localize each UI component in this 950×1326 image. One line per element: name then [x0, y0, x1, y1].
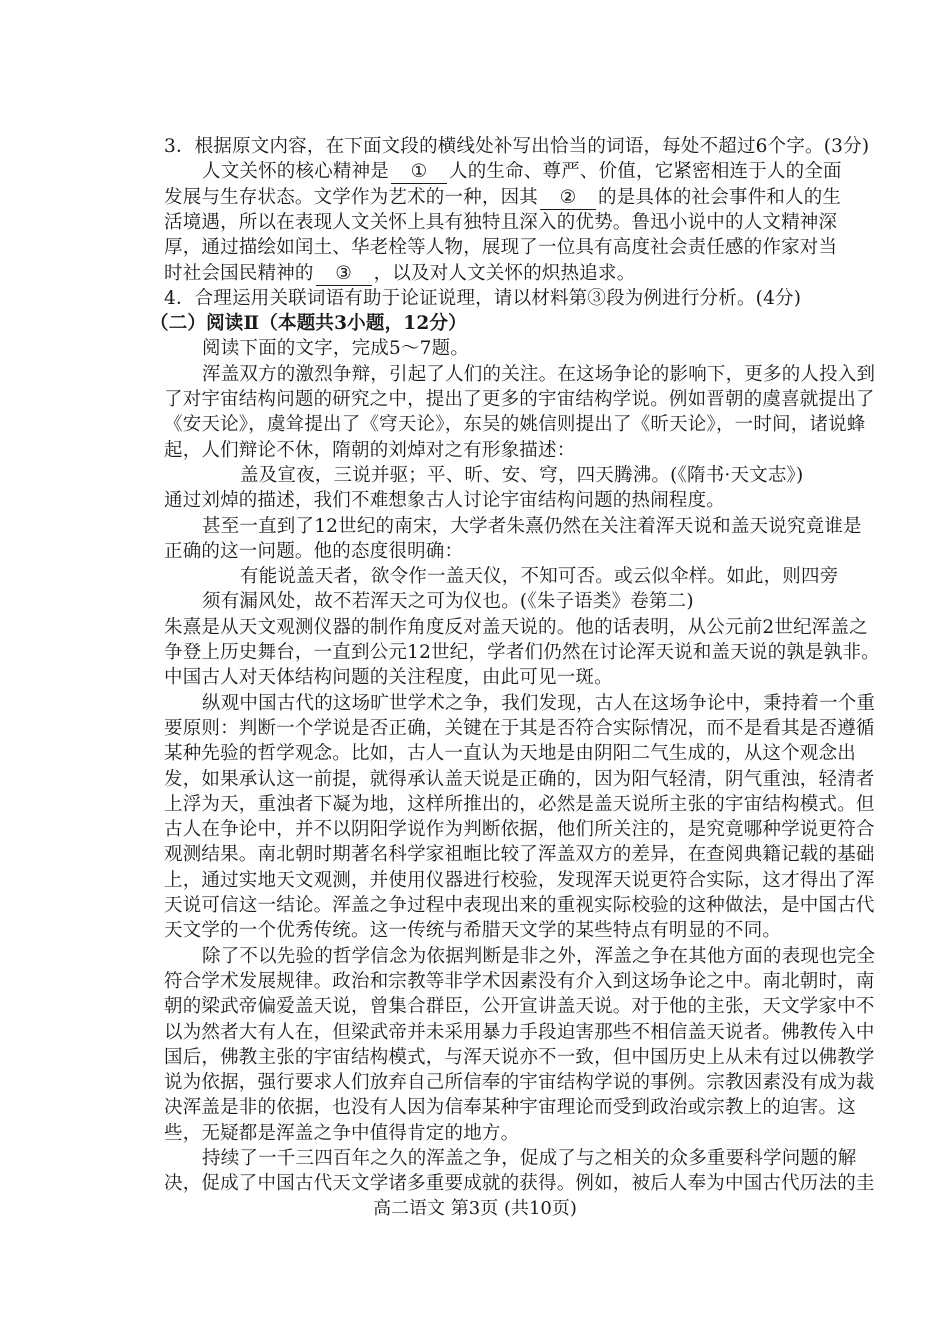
quote-sui-shu: 盖及宣夜，三说并驱；平、昕、安、穹，四天腾沸。(《隋书·天文志》) [240, 464, 804, 486]
p2-line-1: 甚至一直到了12世纪的南宋，大学者朱熹仍然在关注着浑天说和盖天说究竟谁是 [202, 515, 862, 537]
q3-passage-line-2: 发展与生存状态。文学作为艺术的一种，因其 ② 的是具体的社会事件和人的生 [164, 186, 842, 208]
blank-2: ② [540, 187, 596, 210]
p3-line-1: 纵观中国古代的这场旷世学术之争，我们发现，古人在这场争论中，秉持着一个重 [202, 692, 876, 714]
p4-line-3: 朝的梁武帝偏爱盖天说，曾集合群臣，公开宣讲盖天说。对于他的主张，天文学家中不 [164, 996, 875, 1018]
p4-line-6: 说为依据，强行要求人们放弃自己所信奉的宇宙结构学说的事例。宗教因素没有成为裁 [164, 1072, 875, 1094]
p3-line-3: 某种先验的哲学观念。比如，古人一直认为天地是由阴阳二气生成的，从这个观念出 [164, 743, 856, 765]
p5-line-2: 决，促成了中国古代天文学诸多重要成就的获得。例如，被后人奉为中国古代历法的圭 [164, 1173, 875, 1195]
p1-line-2: 了对宇宙结构问题的研究之中，提出了更多的宇宙结构学说。例如晋朝的虞喜就提出了 [164, 389, 875, 410]
p3-line-6: 古人在争论中，并不以阴阳学说作为判断依据，他们所关注的，是究竟哪种学说更符合 [164, 819, 875, 841]
p4-line-1: 除了不以先验的哲学信念为依据判断是非之外，浑盖之争在其他方面的表现也完全 [202, 945, 876, 967]
p4-line-2: 符合学术发展规律。政治和宗教等非学术因素没有介入到这场争论之中。南北朝时，南 [164, 970, 875, 992]
page-footer: 高二语文 第3页 (共10页) [373, 1198, 577, 1219]
p4-line-8: 些，无疑都是浑盖之争中值得肯定的地方。 [164, 1122, 520, 1144]
p1-conclusion: 通过刘焯的描述，我们不难想象古人讨论宇宙结构问题的热闹程度。 [164, 490, 726, 512]
q3-passage-line-4: 厚，通过描绘如闰土、华老栓等人物，展现了一位具有高度社会责任感的作家对当 [164, 237, 838, 259]
q4-stem: 4．合理运用关联词语有助于论证说理，请以材料第③段为例进行分析。(4分) [164, 287, 802, 309]
p3-line-2: 要原则：判断一个学说是否正确，关键在于其是否符合实际情况，而不是看其是否遵循 [164, 717, 875, 739]
p4-line-4: 以为然者大有人在，但梁武帝并未采用暴力手段迫害那些不相信盖天说者。佛教传入中 [164, 1021, 875, 1043]
p3-line-7: 观测结果。南北朝时期著名科学家祖暅比较了浑盖双方的差异，在查阅典籍记载的基础 [164, 844, 875, 866]
p2b-line-3: 中国古人对天体结构问题的关注程度，由此可见一斑。 [164, 667, 613, 689]
p2-line-2: 正确的这一问题。他的态度很明确： [164, 540, 464, 562]
p3-line-4: 发，如果承认这一前提，就得承认盖天说是正确的，因为阳气轻清，阴气重浊，轻清者 [164, 768, 875, 790]
q3-passage-line-5: 时社会国民精神的 ③ ，以及对人文关怀的炽热追求。 [164, 262, 636, 284]
q3-stem: 3．根据原文内容，在下面文段的横线处补写出恰当的词语，每处不超过6个字。(3分) [164, 136, 870, 157]
p3-line-8: 上，通过实地天文观测，并使用仪器进行校验，发现浑天说更符合实际，这才得出了浑 [164, 869, 875, 891]
q3-passage-line-3: 活境遇，所以在表现人文关怀上具有独特且深入的优势。鲁迅小说中的人文精神深 [164, 211, 838, 233]
p4-line-5: 国后，佛教主张的宇宙结构模式，与浑天说亦不一致，但中国历史上从未有过以佛教学 [164, 1046, 875, 1068]
p1-line-3: 《安天论》，虞耸提出了《穹天论》，东吴的姚信则提出了《昕天论》，一时间，诸说蜂 [164, 414, 866, 436]
p3-line-5: 上浮为天，重浊者下凝为地，这样所推出的，必然是盖天说所主张的宇宙结构模式。但 [164, 793, 875, 815]
p5-line-1: 持续了一千三四百年之久的浑盖之争，促成了与之相关的众多重要科学问题的解 [202, 1148, 857, 1169]
q3-passage-line-1: 人文关怀的核心精神是 ① 人的生命、尊严、价值，它紧密相连于人的全面 [202, 161, 842, 183]
p3-line-10: 天文学的一个优秀传统。这一传统与希腊天文学的某些特点有明显的不同。 [164, 920, 782, 942]
p1-line-4: 起，人们辩论不休，隋朝的刘焯对之有形象描述： [164, 439, 576, 461]
reading-instruction: 阅读下面的文字，完成5～7题。 [202, 338, 470, 360]
p2b-line-2: 争登上历史舞台，一直到公元12世纪，学者们仍然在讨论浑天说和盖天说的孰是孰非。 [164, 642, 880, 663]
section-heading: （二）阅读Ⅱ（本题共3小题，12分） [150, 313, 467, 335]
p1-line-1: 浑盖双方的激烈争辩，引起了人们的关注。在这场争论的影响下，更多的人投入到 [202, 363, 876, 385]
p2b-line-1: 朱熹是从天文观测仪器的制作角度反对盖天说的。他的话表明，从公元前2世纪浑盖之 [164, 616, 868, 638]
p3-line-9: 天说可信这一结论。浑盖之争过程中表现出来的重视实际校验的这种做法，是中国古代 [164, 895, 875, 916]
quote-zhuzi-line-2: 须有漏风处，故不若浑天之可为仪也。(《朱子语类》卷第二) [202, 591, 694, 613]
p4-line-7: 决浑盖是非的依据，也没有人因为信奉某种宇宙理论而受到政治或宗教上的迫害。这 [164, 1097, 856, 1119]
blank-3: ③ [316, 263, 372, 286]
blank-1: ① [391, 161, 447, 184]
quote-zhuzi-line-1: 有能说盖天者，欲令作一盖天仪，不知可否。或云似伞样。如此，则四旁 [240, 566, 839, 588]
